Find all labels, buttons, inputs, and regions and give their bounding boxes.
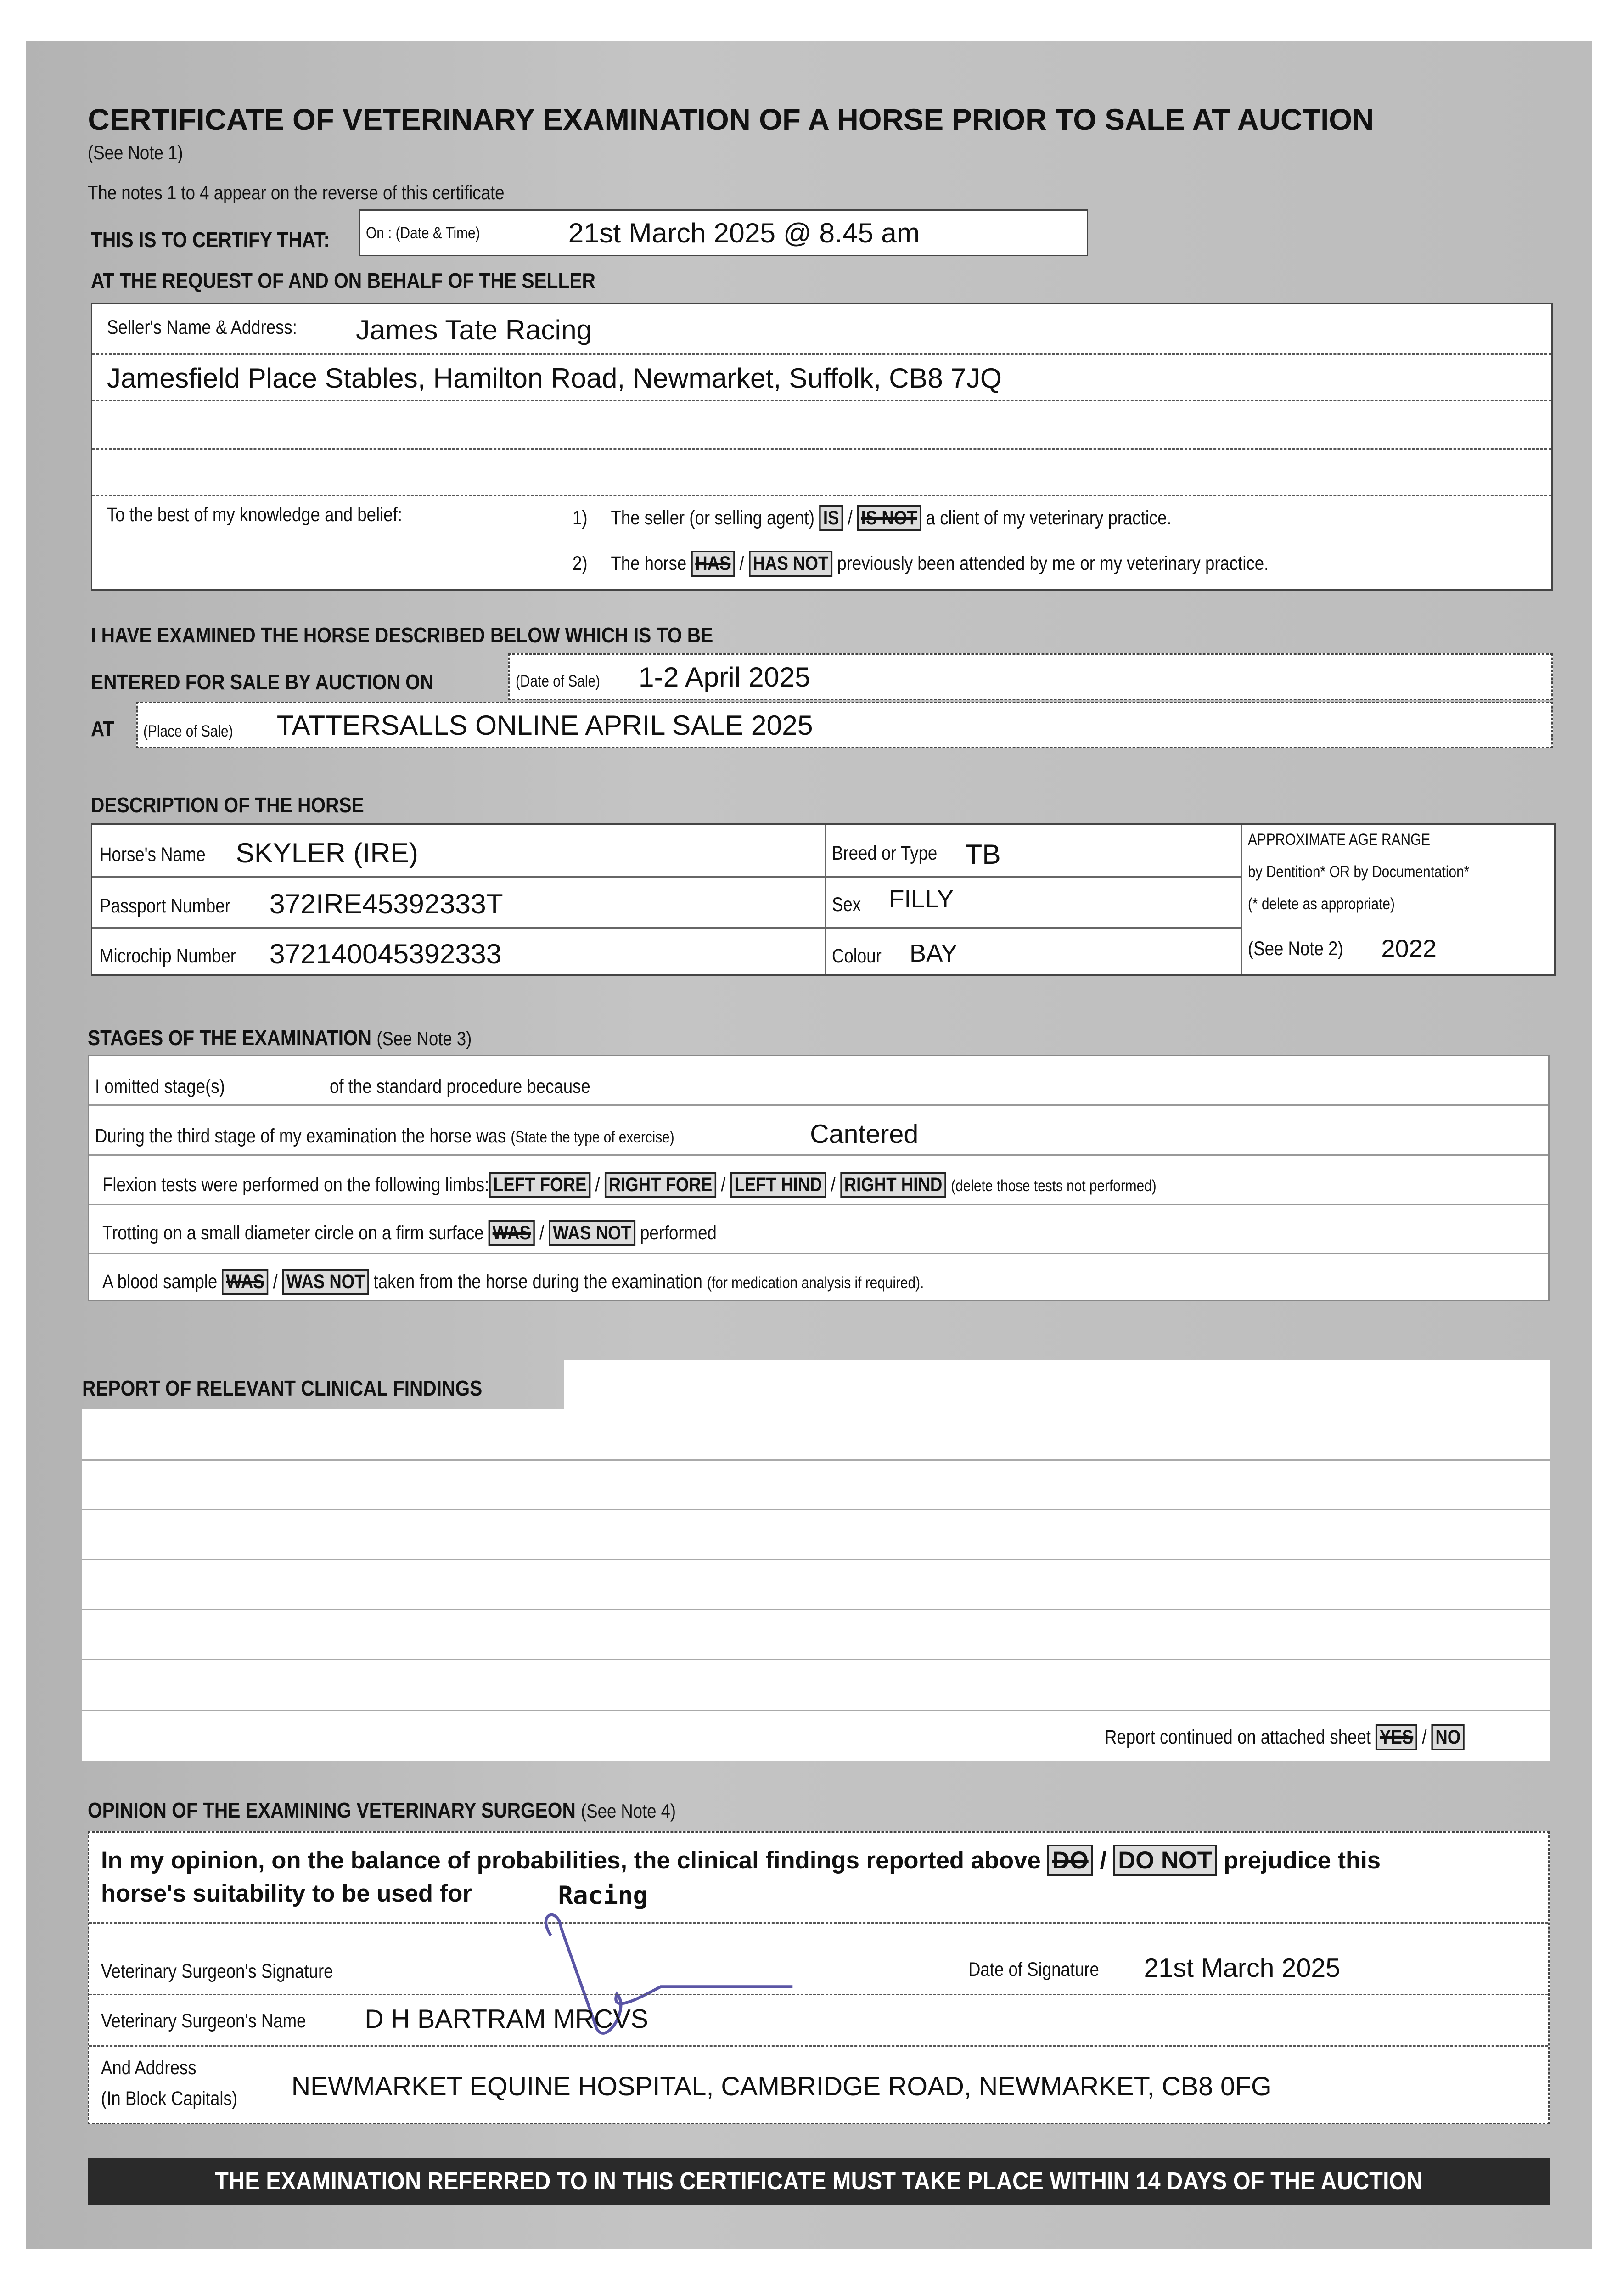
limb-right-hind[interactable]: RIGHT HIND [840, 1172, 946, 1198]
date-of-sale-field[interactable] [508, 653, 1553, 700]
opinion-statement: In my opinion, on the balance of probabilities, the clinical findings reported above DO / DO NOT prejudice this [101, 1845, 1381, 1876]
omitted-label: I omitted stage(s) [95, 1075, 225, 1097]
date-of-sale-label: (Date of Sale) [515, 672, 600, 691]
opinion-heading: OPINION OF THE EXAMINING VETERINARY SURGEON (See Note 4) [88, 1798, 676, 1822]
stages-heading: STAGES OF THE EXAMINATION (See Note 3) [88, 1026, 472, 1050]
passport-label: Passport Number [99, 895, 230, 917]
report-findings-area[interactable] [82, 1409, 1550, 1761]
block-capitals-label: (In Block Capitals) [101, 2088, 237, 2110]
vet-name[interactable]: D H BARTRAM MRCVS [365, 2004, 648, 2034]
breed-value[interactable]: TB [965, 838, 1001, 870]
horse-name-label: Horse's Name [99, 844, 206, 866]
breed-label: Breed or Type [831, 842, 938, 865]
date-time-value: 21st March 2025 @ 8.45 am [568, 217, 920, 248]
statement-2: 2) The horse HAS / HAS NOT previously been attended by me or my veterinary practice. [573, 551, 1269, 577]
certify-label: THIS IS TO CERTIFY THAT: [90, 227, 330, 252]
horse-description-table [91, 823, 1556, 976]
blood-was-not[interactable]: WAS NOT [282, 1269, 369, 1295]
flexion-row: Flexion tests were performed on the following limbs: LEFT FORE / RIGHT FORE / LEFT HIND / RIGHT HIND (delete those tests not performed) [102, 1172, 1157, 1198]
sex-label: Sex [831, 893, 861, 916]
continued-yes-deleted[interactable]: YES [1376, 1724, 1417, 1750]
age-heading: APPROXIMATE AGE RANGE [1248, 830, 1431, 849]
report-continued: Report continued on attached sheet YES / NO [1105, 1724, 1465, 1750]
is-not-option-deleted[interactable]: IS NOT [857, 505, 921, 531]
omitted-because-label: of the standard procedure because [329, 1075, 590, 1097]
signature-date[interactable]: 21st March 2025 [1144, 1953, 1341, 1983]
stages-table [88, 1055, 1550, 1301]
report-line-0[interactable] [564, 1360, 1550, 1409]
trot-was-deleted[interactable]: WAS [489, 1220, 535, 1246]
place-of-sale-label: (Place of Sale) [143, 722, 234, 740]
opinion-statement-line2: horse's suitability to be used for [101, 1880, 472, 1908]
place-of-sale-field[interactable] [136, 702, 1553, 748]
date-time-label: On : (Date & Time) [366, 224, 480, 242]
see-note-1: (See Note 1) [88, 142, 183, 164]
third-stage-value[interactable]: Cantered [810, 1120, 919, 1149]
blood-was-deleted[interactable]: WAS [222, 1269, 269, 1295]
examined-heading: I HAVE EXAMINED THE HORSE DESCRIBED BELOW WHICH IS TO BE [90, 623, 713, 647]
do-not-option[interactable]: DO NOT [1113, 1845, 1217, 1876]
age-delete-note: (* delete as appropriate) [1248, 895, 1395, 913]
vet-name-label: Veterinary Surgeon's Name [101, 2010, 306, 2032]
colour-label: Colour [831, 945, 882, 967]
limb-left-fore[interactable]: LEFT FORE [489, 1172, 590, 1198]
date-time-field[interactable] [359, 209, 1089, 256]
report-heading: REPORT OF RELEVANT CLINICAL FINDINGS [82, 1376, 482, 1400]
description-heading: DESCRIPTION OF THE HORSE [90, 793, 364, 817]
passport-number[interactable]: 372IRE45392333T [269, 888, 503, 920]
microchip-number[interactable]: 372140045392333 [269, 938, 502, 969]
date-of-sale-value: 1-2 April 2025 [638, 661, 810, 692]
has-not-option[interactable]: HAS NOT [749, 551, 832, 577]
belief-label: To the best of my knowledge and belief: [107, 504, 402, 526]
blood-row: A blood sample WAS / WAS NOT taken from the horse during the examination (for medication analysis if required). [102, 1269, 924, 1295]
statement-1: 1) The seller (or selling agent) IS / IS NOT a client of my veterinary practice. [573, 505, 1172, 531]
colour-value[interactable]: BAY [910, 939, 958, 967]
vet-address[interactable]: NEWMARKET EQUINE HOSPITAL, CAMBRIDGE ROAD, NEWMARKET, CB8 0FG [291, 2072, 1272, 2102]
microchip-label: Microchip Number [99, 945, 236, 967]
footer-banner: THE EXAMINATION REFERRED TO IN THIS CERTIFICATE MUST TAKE PLACE WITHIN 14 DAYS OF THE AUCTION [88, 2158, 1550, 2205]
seller-label: Seller's Name & Address: [107, 316, 297, 338]
sex-value[interactable]: FILLY [889, 885, 954, 913]
intended-use[interactable]: Racing [558, 1881, 648, 1910]
age-note: (See Note 2) [1248, 937, 1343, 960]
notes-line: The notes 1 to 4 appear on the reverse of this certificate [88, 181, 505, 204]
horse-name[interactable]: SKYLER (IRE) [236, 837, 418, 868]
has-option-deleted[interactable]: HAS [691, 551, 735, 577]
age-by: by Dentition* OR by Documentation* [1248, 862, 1470, 881]
do-option-deleted[interactable]: DO [1047, 1845, 1093, 1876]
trot-was-not[interactable]: WAS NOT [549, 1220, 635, 1246]
opinion-section [88, 1831, 1550, 2124]
place-of-sale-value: TATTERSALLS ONLINE APRIL SALE 2025 [276, 709, 813, 741]
signature-date-label: Date of Signature [968, 1958, 1099, 1981]
at-label: AT [90, 717, 115, 741]
trotting-row: Trotting on a small diameter circle on a firm surface WAS / WAS NOT performed [102, 1220, 717, 1246]
age-value[interactable]: 2022 [1381, 935, 1437, 963]
entered-label: ENTERED FOR SALE BY AUCTION ON [90, 670, 434, 694]
signature-label: Veterinary Surgeon's Signature [101, 1960, 333, 1982]
seller-name[interactable]: James Tate Racing [356, 314, 592, 345]
seller-section [91, 303, 1553, 590]
seller-address[interactable]: Jamesfield Place Stables, Hamilton Road, Newmarket, Suffolk, CB8 7JQ [107, 362, 1002, 394]
limb-left-hind[interactable]: LEFT HIND [730, 1172, 826, 1198]
limb-right-fore[interactable]: RIGHT FORE [605, 1172, 716, 1198]
request-heading: AT THE REQUEST OF AND ON BEHALF OF THE SELLER [90, 268, 595, 293]
page-title: CERTIFICATE OF VETERINARY EXAMINATION OF A HORSE PRIOR TO SALE AT AUCTION [88, 103, 1374, 137]
vet-address-label: And Address [101, 2057, 197, 2079]
third-stage-label: During the third stage of my examination the horse was (State the type of exercise) [95, 1125, 674, 1148]
is-option[interactable]: IS [819, 505, 843, 531]
continued-no[interactable]: NO [1431, 1724, 1465, 1750]
